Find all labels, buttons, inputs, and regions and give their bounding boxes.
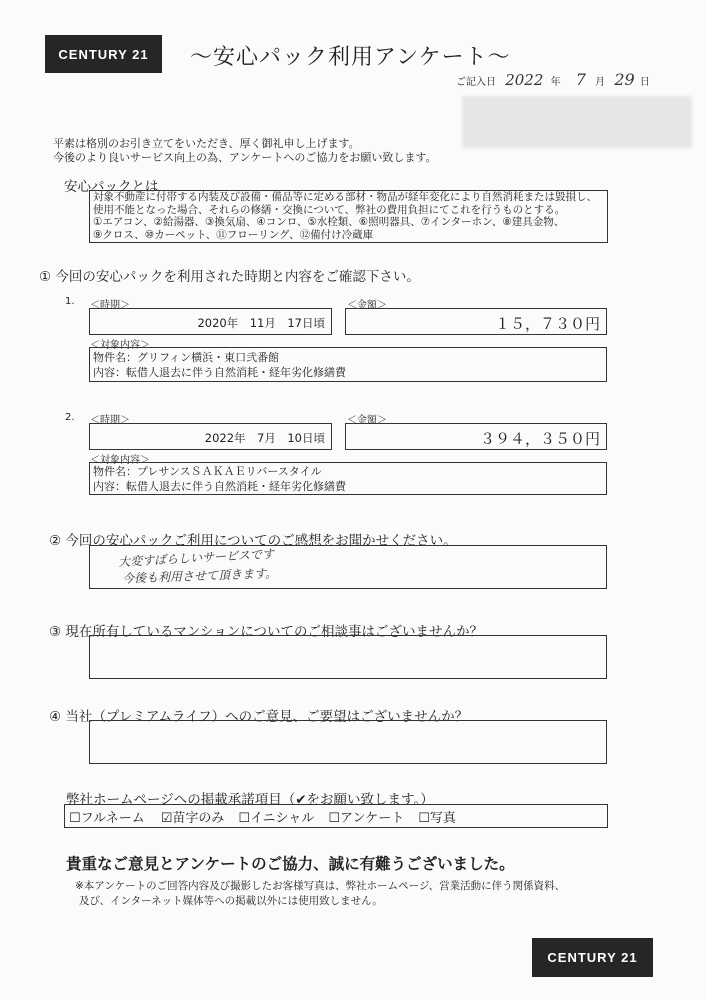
intro-line-2: 今後のより良いサービス向上の為、アンケートへのご協力をお願い致します。 xyxy=(53,151,437,164)
redacted-info xyxy=(462,96,692,148)
checkbox-survey[interactable]: ☐ xyxy=(328,810,340,826)
entry1-content: 内容：転借人退去に伴う自然消耗・経年劣化修繕費 xyxy=(93,366,346,379)
consent-option-surname[interactable] xyxy=(161,807,225,826)
footnote-line-1: ※本アンケートのご回答内容及び撮影したお客様写真は、弊社ホームページ、営業活動に伴う関係資料、 xyxy=(75,880,566,892)
date-row xyxy=(456,70,650,89)
consent-heading: 弊社ホームページへの掲載承諾項目（✔をお願い致します。） xyxy=(66,792,434,808)
q2-answer-line-2: 今後も利用させて頂きます。 xyxy=(121,566,278,586)
date-day: 29 xyxy=(614,70,635,89)
footnote-line-2: 及び、インターネット媒体等への掲載以外には使用致しません。 xyxy=(79,895,383,907)
entry1-period-field[interactable]: 2020年 11月 17日頃 xyxy=(89,308,332,335)
entry2-amount-field[interactable]: ３９４，３５０円 xyxy=(345,423,607,450)
entry1-amount-field[interactable]: １５，７３０円 xyxy=(345,308,607,335)
consent-label-initial: イニシャル xyxy=(250,810,315,826)
entry1-target-label: ＜対象内容＞ xyxy=(90,340,150,351)
q2-answer-line-1: 大変すばらしいサービスです xyxy=(117,546,275,570)
anshin-description xyxy=(89,190,608,243)
consent-label-survey: アンケート xyxy=(339,810,405,826)
entry2-content: 内容：転借人退去に伴う自然消耗・経年劣化修繕費 xyxy=(93,480,346,493)
entry2-target-field[interactable] xyxy=(89,462,607,495)
q4-heading: ④ 当社（プレミアムライフ）へのご意見、ご要望はございませんか？ xyxy=(49,709,469,725)
anshin-heading: 安心パックとは xyxy=(64,179,159,195)
entry1-period-label: ＜時期＞ xyxy=(90,300,130,311)
entry2-property: 物件名：プレサンスＳＡＫＡＥリバースタイル xyxy=(93,465,322,478)
anshin-line-4: ⑨クロス、⑩カーペット、⑪フローリング、⑫備付け冷蔵庫 xyxy=(93,228,374,241)
page-title: ～安心パック利用アンケート～ xyxy=(190,45,511,70)
entry2-number: 2. xyxy=(65,412,75,423)
q3-answer-field[interactable] xyxy=(89,635,607,679)
consent-option-photo[interactable] xyxy=(418,807,456,826)
checkbox-surname[interactable]: ☑ xyxy=(160,810,173,826)
entry1-property: 物件名：グリフィン横浜・東口弐番館 xyxy=(93,351,280,364)
date-month-unit: 月 xyxy=(595,77,606,88)
consent-label-photo: 写真 xyxy=(429,810,456,826)
date-year: 2022 xyxy=(505,71,544,89)
consent-option-fullname[interactable] xyxy=(69,807,145,826)
entry1-target-field[interactable] xyxy=(89,347,607,382)
date-month: 7 xyxy=(575,70,586,89)
date-label: ご記入日 xyxy=(456,77,496,88)
entry1-number: 1. xyxy=(65,296,75,307)
intro-line-1: 平素は格別のお引き立てをいただき、厚く御礼申し上げます。 xyxy=(53,137,360,150)
century21-logo-bottom: CENTURY 21 xyxy=(532,938,653,977)
entry2-amount-label: ＜金額＞ xyxy=(347,415,387,426)
entry2-target-label: ＜対象内容＞ xyxy=(90,455,150,466)
anshin-line-3: ①エアコン、②給湯器、③換気扇、④コンロ、⑤水栓類、⑥照明器具、⑦インターホン、⑧建具金物、 xyxy=(93,216,565,228)
consent-options xyxy=(64,804,608,828)
consent-label-fullname: フルネーム xyxy=(80,810,145,826)
anshin-line-1: 対象不動産に付帯する内装及び設備・備品等に定める部材・物品が経年変化により自然消耗または毀損し、 xyxy=(93,191,597,203)
consent-label-surname: 苗字のみ xyxy=(172,810,225,826)
date-year-unit: 年 xyxy=(550,77,561,88)
q2-heading: ② 今回の安心パックご利用についてのご感想をお聞かせください。 xyxy=(49,533,457,549)
century21-logo-top: CENTURY 21 xyxy=(45,35,162,73)
q3-heading: ③ 現在所有しているマンションについてのご相談事はございませんか？ xyxy=(49,624,484,640)
consent-option-initial[interactable] xyxy=(238,807,314,826)
date-day-unit: 日 xyxy=(639,77,650,88)
q1-heading: ① 今回の安心パックを利用された時期と内容をご確認下さい。 xyxy=(39,269,420,285)
entry1-amount-label: ＜金額＞ xyxy=(347,300,387,311)
q4-answer-field[interactable] xyxy=(89,720,607,764)
entry2-period-label: ＜時期＞ xyxy=(90,415,130,426)
thanks-message: 貴重なご意見とアンケートのご協力、誠に有難うございました。 xyxy=(66,855,515,873)
checkbox-fullname[interactable]: ☐ xyxy=(69,810,81,826)
checkbox-initial[interactable]: ☐ xyxy=(238,810,251,826)
entry2-period-field[interactable]: 2022年 7月 10日頃 xyxy=(89,423,332,450)
anshin-line-2: 使用不能となった場合、それらの修繕・交換について、弊社の費用負担にてこれを行うものとする。 xyxy=(93,203,566,216)
consent-option-survey[interactable] xyxy=(328,807,404,826)
checkbox-photo[interactable]: ☐ xyxy=(418,810,430,826)
